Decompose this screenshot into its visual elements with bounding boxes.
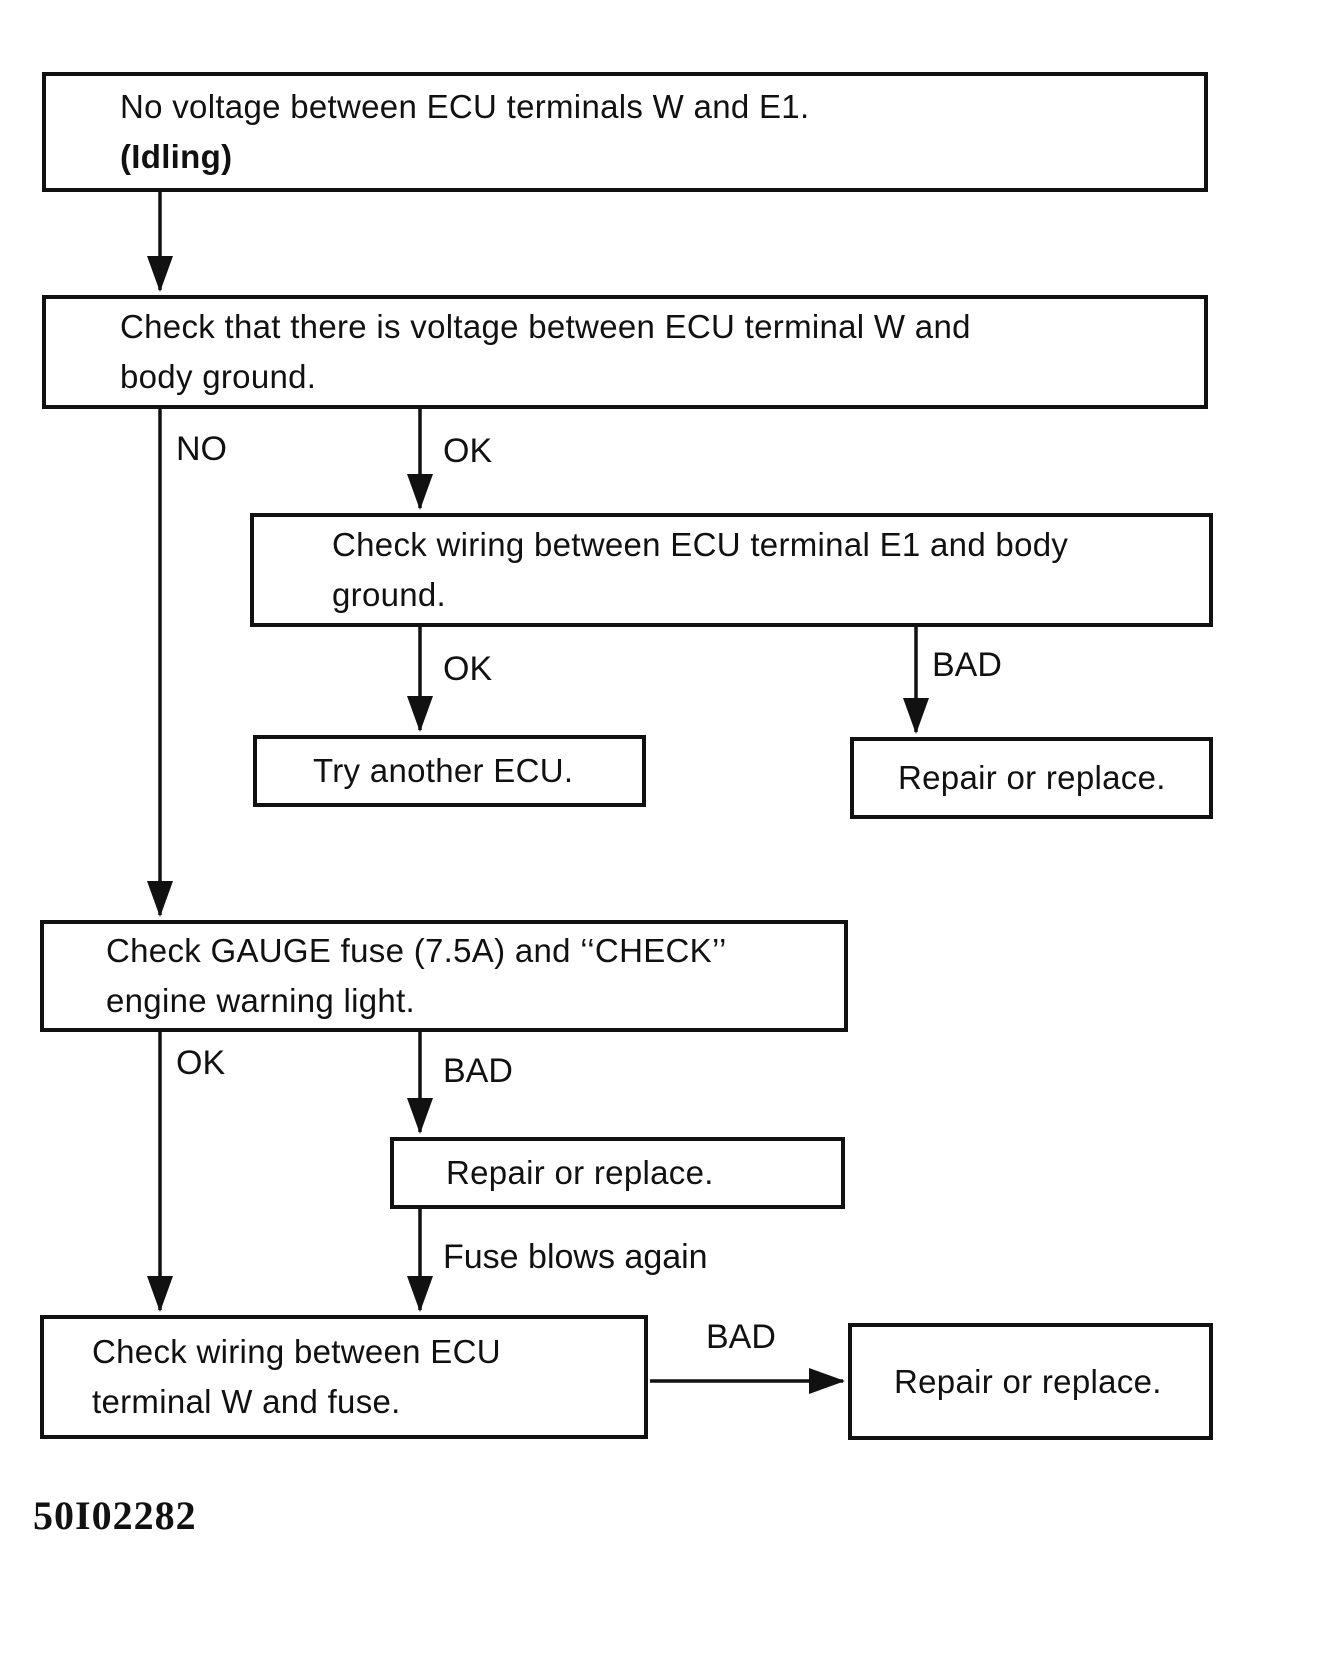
edge-label-ok-2: OK xyxy=(443,650,493,688)
edge-label-fuse-blows-again: Fuse blows again xyxy=(443,1238,708,1276)
node-text-line: Repair or replace. xyxy=(898,759,1166,796)
flow-node-check-gauge-fuse xyxy=(40,920,848,1032)
node-text-line: engine warning light. xyxy=(106,982,416,1019)
node-text-line: Check that there is voltage between ECU terminal W and xyxy=(120,308,971,345)
flow-node-check-wiring-w-fuse xyxy=(40,1315,648,1439)
edge-label-bad-3: BAD xyxy=(706,1318,776,1356)
flow-node-no-voltage-w-e1 xyxy=(42,72,1208,192)
figure-id: 50I02282 xyxy=(33,1493,197,1538)
flow-node-repair-or-replace-2 xyxy=(390,1137,845,1209)
edge-label-bad-1: BAD xyxy=(932,646,1002,684)
flow-node-repair-or-replace-1 xyxy=(850,737,1213,819)
node-text-line: terminal W and fuse. xyxy=(92,1383,401,1420)
flow-node-check-wiring-e1-body-ground xyxy=(250,513,1213,627)
node-text-line: Check GAUGE fuse (7.5A) and ‘‘CHECK’’ xyxy=(106,932,727,969)
node-text-line: (Idling) xyxy=(120,138,233,175)
node-text-line: No voltage between ECU terminals W and E1. xyxy=(120,88,810,125)
edge-label-ok-3: OK xyxy=(176,1044,226,1082)
edge-label-no: NO xyxy=(176,430,227,468)
node-text-line: Check wiring between ECU xyxy=(92,1333,501,1370)
node-text-line: Try another ECU. xyxy=(313,752,574,789)
node-text-line: ground. xyxy=(332,576,447,613)
node-text-line: body ground. xyxy=(120,358,317,395)
edge-label-bad-2: BAD xyxy=(443,1052,513,1090)
node-text-line: Repair or replace. xyxy=(894,1362,1162,1400)
flow-node-check-voltage-w-body-ground xyxy=(42,295,1208,409)
edge-label-ok-1: OK xyxy=(443,432,493,470)
node-text-line: Repair or replace. xyxy=(446,1154,714,1191)
node-text-line: Check wiring between ECU terminal E1 and body xyxy=(332,526,1069,563)
flow-node-try-another-ecu xyxy=(253,735,646,807)
flow-node-repair-or-replace-3 xyxy=(848,1323,1213,1440)
